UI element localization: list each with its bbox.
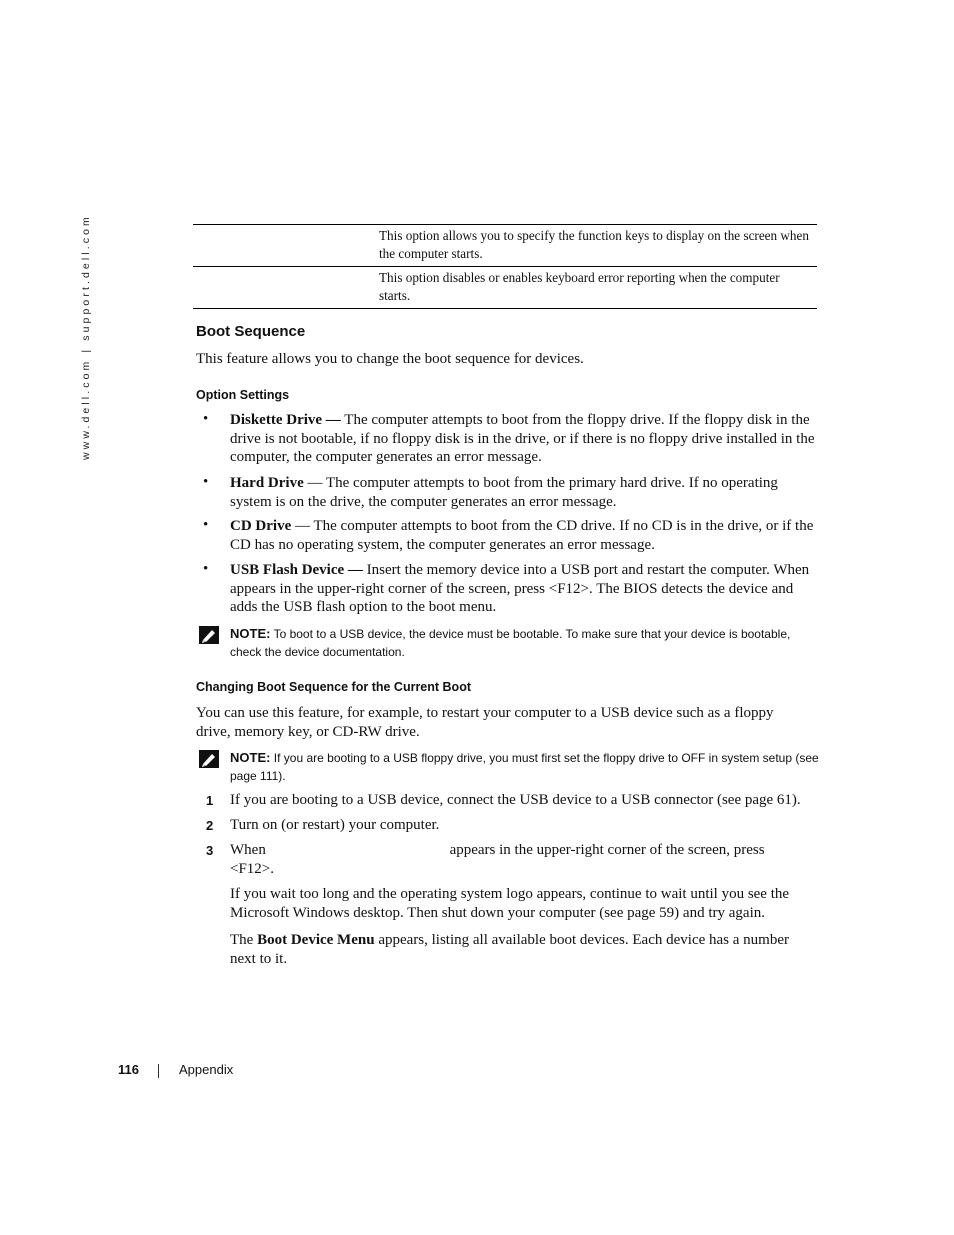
step3-text-pre: The — [230, 932, 258, 948]
list-item — [230, 411, 818, 467]
note-usb-floppy — [230, 749, 820, 785]
step-number: 2 — [206, 818, 214, 833]
table-cell-desc: This option disables or enables keyboard error reporting when the computer starts. — [379, 270, 780, 303]
bullet-glyph: • — [203, 474, 209, 490]
table-row — [193, 225, 817, 267]
footer-separator — [158, 1064, 159, 1078]
table-row — [193, 267, 817, 309]
bullet-glyph: • — [203, 411, 209, 427]
bullet-glyph: • — [203, 517, 209, 533]
note-usb-bootable — [230, 625, 820, 661]
note-text: If you are booting to a USB floppy drive, you must first set the floppy drive to OFF in system setup (see page 111). — [230, 751, 819, 783]
boot-sequence-heading: Boot Sequence — [196, 323, 306, 340]
page-number: 116 — [118, 1062, 139, 1077]
step3-paragraph: If you wait too long and the operating system logo appears, continue to wait until you see the Microsoft Windows desktop. Then shut down your computer (see page 59) and try again. — [230, 886, 790, 921]
list-item — [230, 561, 918, 617]
list-item-text: Insert the memory device into a USB port and restart the computer. When appears in the upper-right corner of the screen, press <F12>. The BIOS detects the device and adds the USB flash option to the boot menu. — [230, 562, 918, 615]
step3-boot-menu-paragraph — [230, 931, 818, 968]
note-pencil-icon — [199, 750, 219, 768]
list-item-text: — The computer attempts to boot from the primary hard drive. If no operating system is on the drive, the computer generates an error message. — [230, 475, 778, 510]
footer-section: Appendix — [179, 1062, 234, 1077]
side-url: www.dell.com | support.dell.com — [80, 214, 92, 460]
table-cell-desc: This option allows you to specify the function keys to display on the screen when the computer starts. — [379, 228, 809, 261]
list-item-term: Diskette Drive — — [230, 412, 341, 428]
list-item-text: The computer attempts to boot from the floppy drive. If the floppy disk in the drive is not bootable, if no floppy disk is in the drive, or if there is no floppy drive installed in the computer, the computer generates an error message. — [230, 412, 815, 465]
note-label: NOTE: — [230, 750, 271, 765]
list-item — [230, 474, 818, 511]
list-item-term: CD Drive — [230, 518, 292, 534]
table-cell-name — [193, 225, 373, 267]
boot-sequence-intro: This feature allows you to change the boot sequence for devices. — [196, 351, 584, 367]
note-pencil-icon — [199, 626, 219, 644]
list-item-term: USB Flash Device — — [230, 562, 363, 578]
step-text: When appears in the upper-right corner of the screen, press <F12>. — [230, 842, 769, 877]
step-number: 3 — [206, 843, 214, 858]
option-settings-heading: Option Settings — [196, 388, 290, 402]
changing-boot-intro: You can use this feature, for example, to restart your computer to a USB device such as a floppy drive, memory key, or CD-RW drive. — [196, 705, 774, 740]
list-item — [230, 517, 818, 554]
list-item-term: Hard Drive — [230, 475, 304, 491]
note-text: To boot to a USB device, the device must be bootable. To make sure that your device is bootable, check the device documentation. — [230, 627, 791, 659]
step3-text-post: appears, listing all available boot devices. Each device has a number next to it. — [230, 932, 789, 967]
changing-boot-heading: Changing Boot Sequence for the Current Boot — [196, 680, 471, 694]
option-table — [193, 224, 817, 309]
step-text: Turn on (or restart) your computer. — [230, 817, 440, 833]
bullet-glyph: • — [203, 561, 209, 577]
table-cell-name — [193, 267, 373, 309]
note-label: NOTE: — [230, 626, 271, 641]
step-text: If you are booting to a USB device, connect the USB device to a USB connector (see page 61). — [230, 792, 801, 808]
list-item-text: — The computer attempts to boot from the CD drive. If no CD is in the drive, or if the CD has no operating system, the computer generates an error message. — [230, 518, 814, 553]
boot-device-menu-term: Boot Device Menu — [257, 932, 375, 948]
step-number: 1 — [206, 793, 214, 808]
